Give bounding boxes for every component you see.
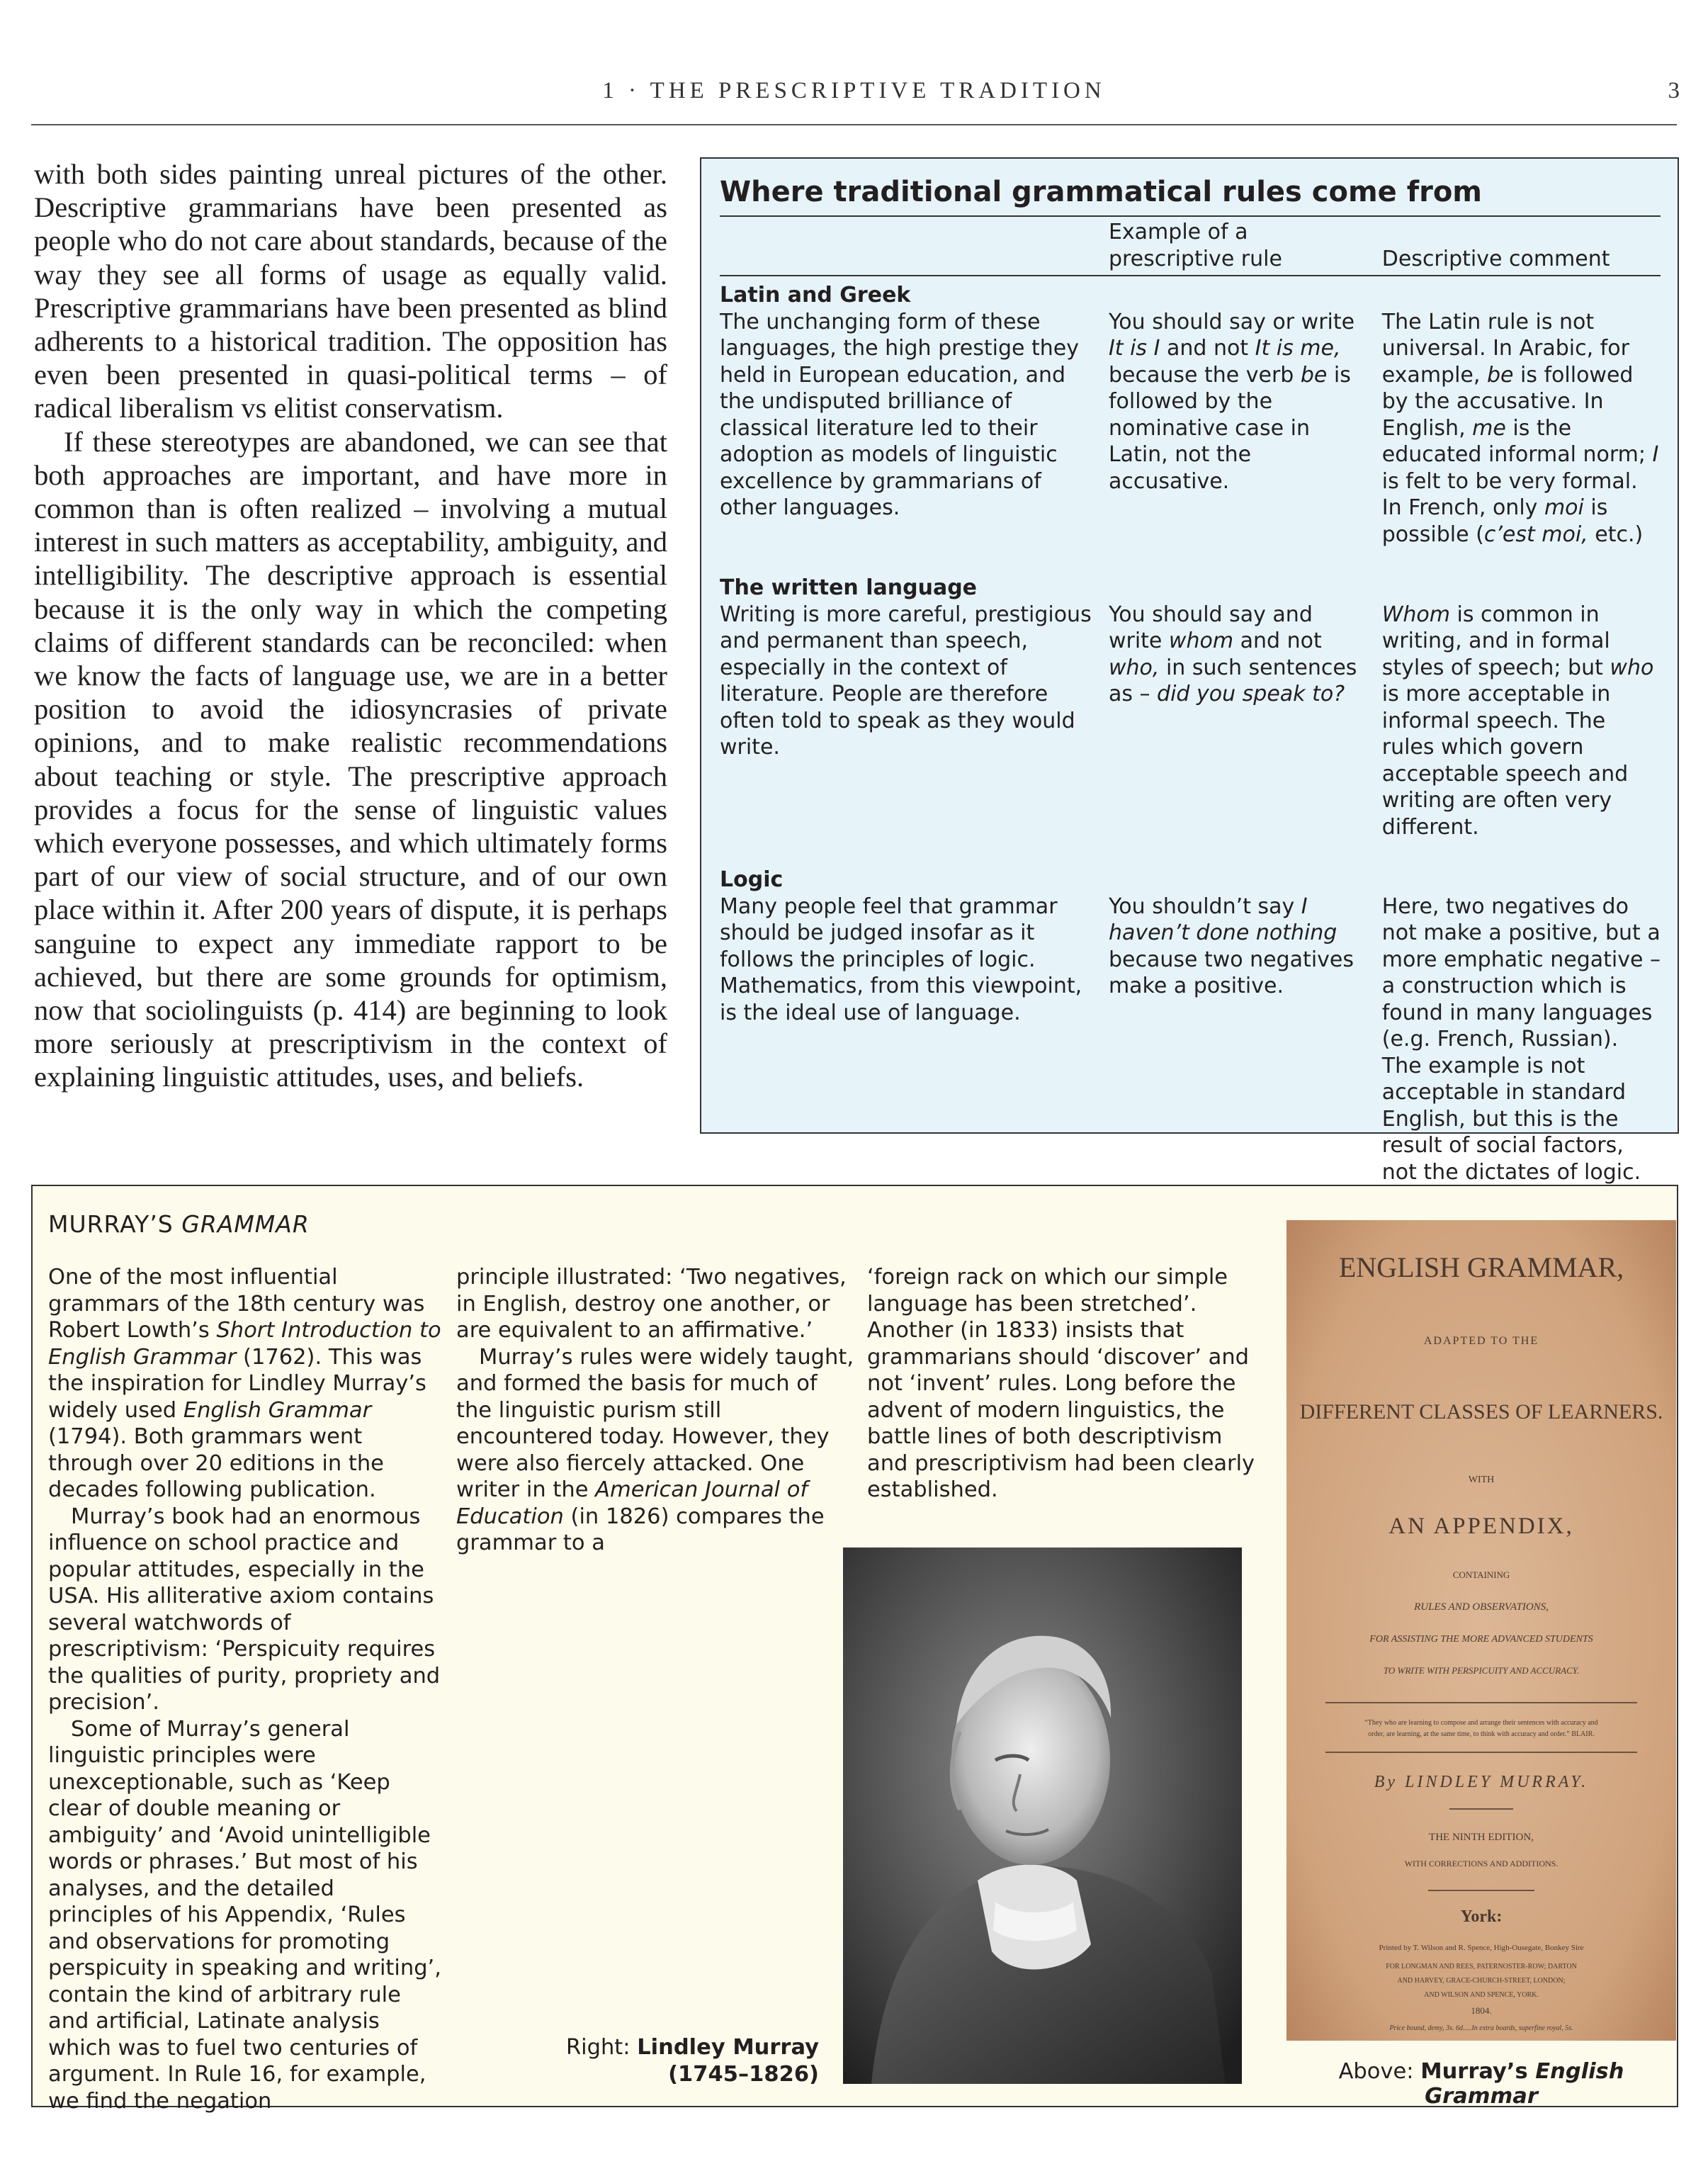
- rule-example: You shouldn’t say I haven’t done nothing because two negatives make a positive.: [1108, 893, 1354, 998]
- header-comment: Descriptive comment: [1381, 246, 1610, 271]
- tp-line1: ENGLISH GRAMMAR,: [1338, 1251, 1624, 1283]
- tp-line5: AN APPENDIX,: [1389, 1513, 1574, 1539]
- header-example: Example of a prescriptive rule: [1108, 220, 1282, 271]
- rule-example: You should say or write It is I and not It is me, because the verb be is followed by the nominative case in Latin, not the accusative.: [1108, 309, 1355, 494]
- english-grammar-title-page: [1286, 1220, 1676, 2041]
- tp-line6: CONTAINING: [1452, 1569, 1510, 1580]
- intro-paragraph: If these stereotypes are abandoned, we can see that both approaches are important, and have more in common than is often realized – involving a mutual interest in such matters as acceptability, ambiguity, and intelligibility. The descriptive approach is essential because it is the only way in which the competing claims of different standards can be reconciled: when we know the facts of language use, we are in a better position to avoid the idiosyncrasies of private opinions, and to make realistic recommendations about teaching or style. The prescriptive approach provides a focus for the sense of linguistic values which everyone possesses, and which ultimately forms part of our view of social structure, and of our own place within it. After 200 years of dispute, it is perhaps sanguine to expect any immediate rapport to be achieved, but there are some grounds for optimism, now that sociolinguists (p. 414) are beginning to look more seriously at prescriptivism in the context of explaining linguistic attitudes, uses, and beliefs.: [34, 425, 667, 1093]
- grammatical-rules-panel: [700, 157, 1679, 1185]
- titlepage-caption-title-italic: English Grammar: [1425, 2059, 1624, 2109]
- tp-printer-4: AND WILSON AND SPENCE, YORK.: [1424, 1991, 1539, 1999]
- running-head-title: 1 · THE PRESCRIPTIVE TRADITION: [602, 78, 1106, 103]
- intro-paragraph: with both sides painting unreal pictures of the other. Descriptive grammarians have been presented as people who do not care about standards, because of the way they see all forms of usage as equally valid. Prescriptive grammarians have been presented as blind adherents to a historical tradition. The opposition has even been presented in quasi-political terms – of radical liberalism vs elitist conservatism.: [34, 158, 667, 424]
- tp-epigraph-2: order, are learning, at the same time, to think with accuracy and order.” BLAIR.: [1368, 1730, 1595, 1738]
- rule-category: Logic: [720, 867, 784, 892]
- tp-line4: WITH: [1468, 1475, 1495, 1485]
- titlepage-caption-title: Murray’s: [1420, 2059, 1536, 2084]
- tp-author: By LINDLEY MURRAY.: [1374, 1773, 1589, 1791]
- rule-description: Writing is more careful, prestigious and permanent than speech, especially in the context of literature. People are therefore often told to speak as they would write.: [720, 602, 1092, 760]
- rules-panel-title: Where traditional grammatical rules come from: [720, 176, 1482, 208]
- tp-place: York:: [1460, 1907, 1503, 1926]
- portrait-caption-dates: (1745–1826): [668, 2062, 819, 2087]
- tp-year: 1804.: [1471, 2005, 1492, 2016]
- tp-printer-3: AND HARVEY, GRACE-CHURCH-STREET, LONDON;: [1397, 1977, 1566, 1985]
- rule-comment: Whom is common in writing, and in formal styles of speech; but who is more acceptable in informal speech. The rules which govern acceptable speech and writing are often very different.: [1381, 602, 1654, 840]
- portrait-caption-prefix: Right:: [565, 2035, 638, 2060]
- tp-corrections: WITH CORRECTIONS AND ADDITIONS.: [1404, 1859, 1559, 1868]
- portrait-caption: [543, 2034, 819, 2088]
- tp-line7: RULES AND OBSERVATIONS,: [1414, 1601, 1549, 1613]
- lindley-murray-portrait: [843, 1548, 1242, 2084]
- page-number: 3: [1668, 78, 1680, 103]
- titlepage-caption-prefix: Above:: [1338, 2059, 1421, 2084]
- murrays-grammar-box: [31, 1185, 1678, 2114]
- tp-line9: TO WRITE WITH PERSPICUITY AND ACCURACY.: [1383, 1665, 1580, 1676]
- rule-description: The unchanging form of these languages, the high prestige they held in European education, and the undisputed brilliance of classical literature led to their adoption as models of linguistic excellence by grammarians of other languages.: [720, 309, 1080, 520]
- rule-comment: The Latin rule is not universal. In Arabic, for example, be is followed by the accusative. In English, me is the educated informal norm; I is felt to be very formal. In French, only moi is possible (c’est moi, etc.): [1381, 309, 1659, 547]
- murray-text-column-3: ‘foreign rack on which our simple language has been stretched’. Another (in 1833) insists that grammarians should ‘discover’ and not ‘invent’ rules. Long before the advent of modern linguistics, the battle lines of both descriptivism and prescriptivism had been clearly established.: [867, 1265, 1255, 1502]
- titlepage-caption: [1286, 2059, 1676, 2109]
- tp-line2: ADAPTED TO THE: [1423, 1335, 1539, 1347]
- tp-line3: DIFFERENT CLASSES OF LEARNERS.: [1299, 1400, 1663, 1424]
- rule-example: You should say and write whom and not who, in such sentences as – did you speak to?: [1108, 602, 1357, 706]
- tp-price: Price bound, demy, 3s. 6d.....In extra boards, superfine royal, 5s.: [1389, 2024, 1573, 2032]
- rule-row-written-language: [720, 575, 1661, 840]
- murray-title-italic: GRAMMAR: [181, 1210, 310, 1238]
- rule-category: The written language: [720, 575, 978, 600]
- murray-text-column-2: principle illustrated: ‘Two negatives, in English, destroy one another, or are equivalent to an affirmative.’ Murray’s rules were widely taught, and formed the basis for much of the linguistic purism still encountered today. However, they were also fiercely attacked. One writer in the American Journal of Education (in 1826) compares the grammar to a: [456, 1265, 854, 1555]
- header-rule: [31, 124, 1677, 125]
- running-head: [0, 78, 1708, 113]
- tp-printer-1: Printed by T. Wilson and R. Spence, High-Ousegate, Bonkey Sire: [1379, 1944, 1584, 1952]
- tp-line8: FOR ASSISTING THE MORE ADVANCED STUDENTS: [1369, 1634, 1593, 1645]
- intro-body-text: [34, 157, 667, 1094]
- rule-row-latin-greek: [720, 282, 1661, 548]
- tp-edition: THE NINTH EDITION,: [1429, 1832, 1534, 1843]
- rules-table-header: [720, 217, 1661, 275]
- murray-box-title: [48, 1210, 310, 1238]
- rules-table-header-rule: [720, 275, 1661, 276]
- rule-description: Many people feel that grammar should be judged insofar as it follows the principles of logic. Mathematics, from this viewpoint, is the ideal use of language.: [720, 893, 1082, 1025]
- portrait-caption-name: Lindley Murray: [637, 2035, 819, 2060]
- rule-category: Latin and Greek: [720, 283, 911, 308]
- tp-printer-2: FOR LONGMAN AND REES, PATERNOSTER-ROW; DARTON: [1386, 1963, 1577, 1971]
- rule-comment: Here, two negatives do not make a positive, but a more emphatic negative – a construction which is found in many languages (e.g. French, Russian). The example is not acceptable in standard English, but this is the result of social factors, not the dictates of logic.: [1381, 893, 1661, 1185]
- murray-text-column-1: One of the most influential grammars of the 18th century was Robert Lowth’s Short Introduction to English Grammar (1762). This was the inspiration for Lindley Murray’s widely used English Grammar (1794). Both grammars went through over 20 editions in the decades following publication. Murray’s book had an enormous influence on school practice and popular attitudes, especially in the USA. His alliterative axiom contains several watchwords of prescriptivism: ‘Perspicuity requires the qualities of purity, propriety and precision’. Some of Murray’s general linguistic principles were unexceptionable, such as ‘Keep clear of double meaning or ambiguity’ and ‘Avoid unintelligible words or phrases.’ But most of his analyses, and the detailed principles of his Appendix, ‘Rules and observations for promoting perspicuity in speaking and writing’, contain the kind of arbitrary rule and artificial, Latinate analysis which was to fuel two centuries of argument. In Rule 16, for example, we find the negation: [48, 1265, 441, 2114]
- tp-epigraph-1: “They who are learning to compose and arrange their sentences with accuracy and: [1364, 1719, 1598, 1727]
- rule-row-logic: [720, 867, 1661, 1185]
- murray-title-plain: MURRAY’S: [48, 1210, 182, 1238]
